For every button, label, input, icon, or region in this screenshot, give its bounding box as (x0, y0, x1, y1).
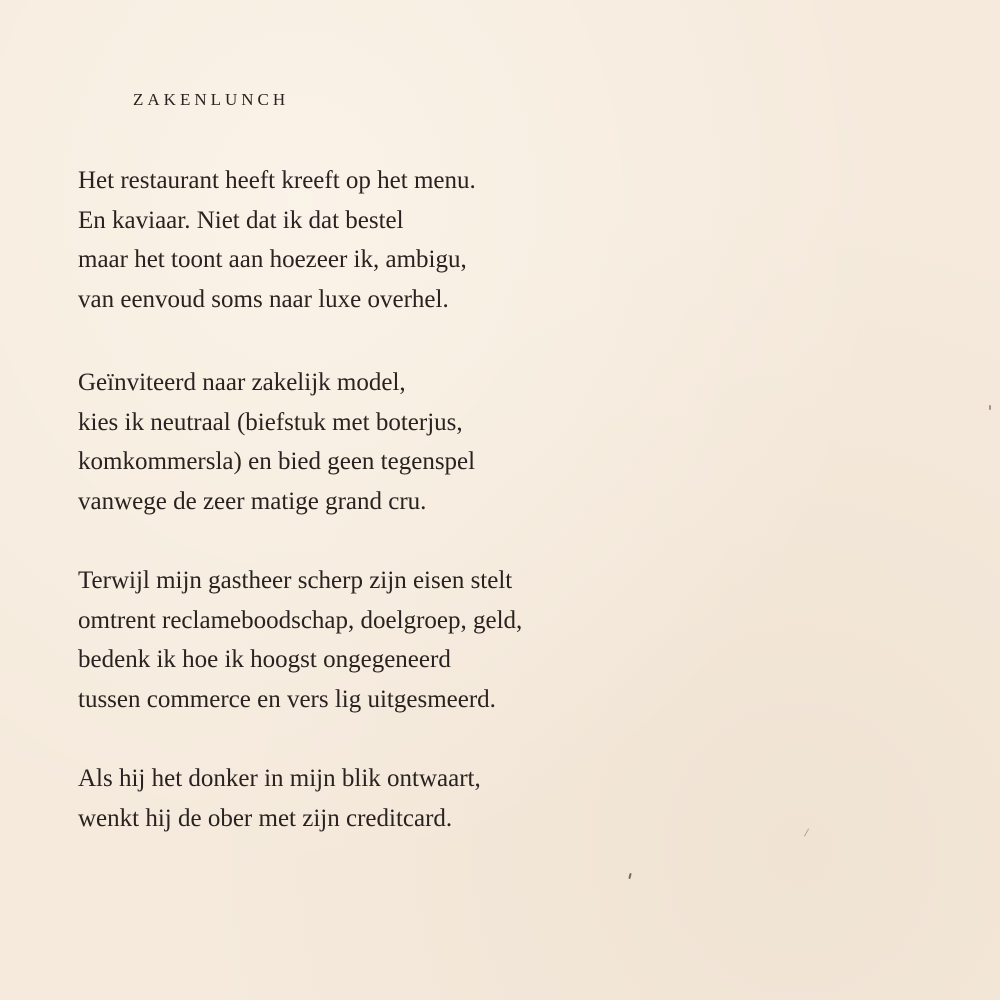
poem-line: Terwijl mijn gastheer scherp zijn eisen stelt (78, 567, 513, 594)
poem-line: Geïnviteerd naar zakelijk model, (78, 369, 406, 396)
poem-line: Als hij het donker in mijn blik ontwaart, (78, 765, 481, 792)
poem-line: maar het toont aan hoezeer ik, ambigu, (78, 246, 467, 273)
poem-line: komkommersla) en bied geen tegenspel (78, 448, 476, 475)
paper-speck (989, 405, 991, 410)
poem-line: En kaviaar. Niet dat ik dat bestel (78, 206, 404, 234)
stanza-3 (78, 561, 522, 719)
poem-line: Het restaurant heeft kreeft op het menu. (78, 167, 476, 194)
stanza-4 (78, 759, 481, 838)
stanza-2 (78, 363, 475, 521)
stanza-1 (78, 161, 476, 319)
paper-speck (804, 828, 809, 836)
poem-line: bedenk ik hoe ik hoogst ongegeneerd (78, 646, 451, 673)
poem-line: kies ik neutraal (biefstuk met boterjus, (78, 408, 463, 436)
poem-title: ZAKENLUNCH (133, 90, 290, 109)
poem-line: wenkt hij de ober met zijn creditcard. (78, 804, 453, 832)
poem-line: van eenvoud soms naar luxe overhel. (78, 285, 449, 313)
poem-line: vanwege de zeer matige grand cru. (78, 487, 427, 515)
poem-line: omtrent reclameboodschap, doelgroep, geld, (78, 606, 523, 634)
paper-speck (628, 873, 631, 879)
poem-line: tussen commerce en vers lig uitgesmeerd. (78, 685, 496, 713)
